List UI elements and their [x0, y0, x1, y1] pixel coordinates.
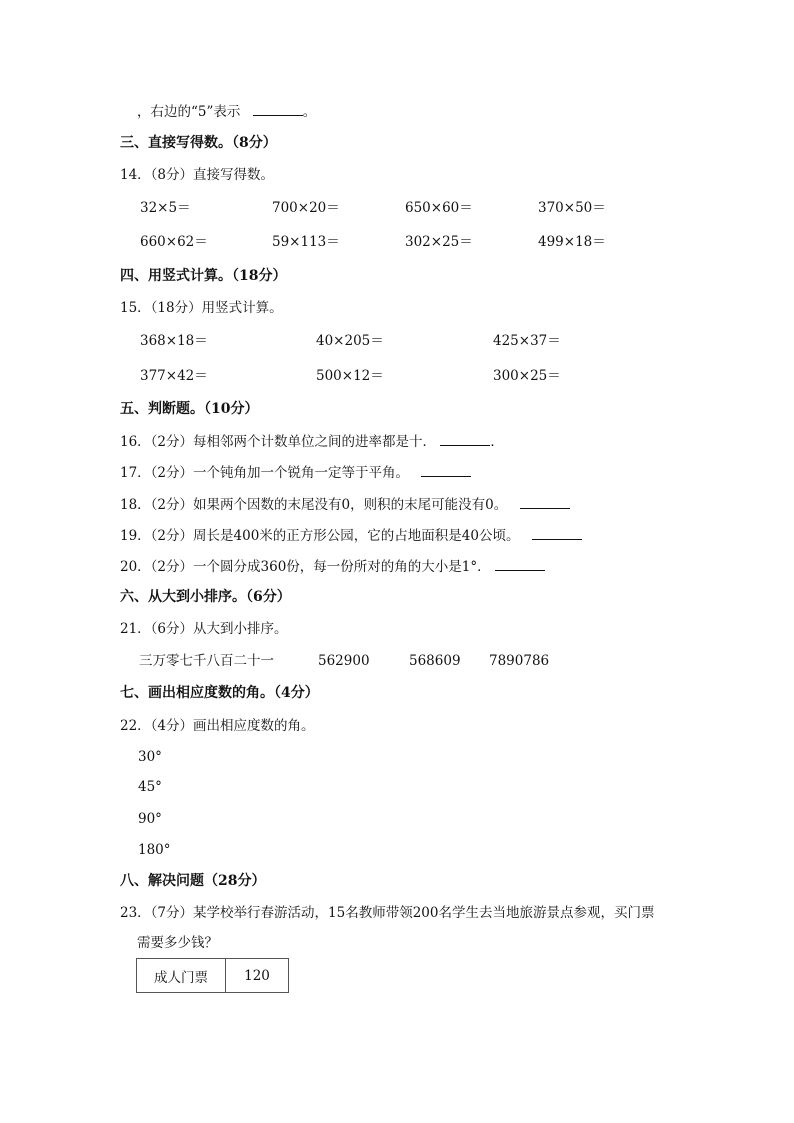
angle-label: 90° [138, 811, 162, 827]
question-20: 20．（2分）一个圆分成360份，每一份所对的角的大小是1°． [120, 556, 545, 577]
answer-blank[interactable] [253, 101, 303, 116]
q15-item: 500×12＝ [316, 368, 384, 384]
ticket-price-cell: 120 [226, 959, 289, 993]
question-17: 17．（2分）一个钝角加一个锐角一定等于平角。 [120, 462, 471, 483]
q21-item: 三万零七千八百二十一 [139, 653, 274, 669]
answer-blank[interactable] [440, 431, 490, 446]
q14-item: 32×5＝ [140, 200, 191, 216]
section-8-heading: 八、解决问题（28分） [120, 873, 266, 889]
answer-blank[interactable] [520, 494, 570, 509]
table-row [137, 959, 289, 993]
q15-item: 377×42＝ [140, 368, 208, 384]
q14-item: 302×25＝ [405, 234, 473, 250]
q14-item: 370×50＝ [538, 200, 606, 216]
angle-label: 30° [138, 749, 162, 765]
answer-blank[interactable] [421, 462, 471, 477]
q14-item: 660×62＝ [140, 234, 208, 250]
question-15: 15．（18分）用竖式计算。 [120, 300, 283, 316]
q14-item: 700×20＝ [272, 200, 340, 216]
question-18: 18．（2分）如果两个因数的末尾没有0，则积的末尾可能没有0。 [120, 494, 570, 515]
question-23-line2: 需要多少钱？ [137, 935, 218, 951]
q15-item: 300×25＝ [493, 368, 561, 384]
q21-item: 562900 [318, 653, 370, 669]
q15-item: 425×37＝ [493, 333, 561, 349]
q21-item: 568609 [409, 653, 461, 669]
q14-item: 650×60＝ [405, 200, 473, 216]
section-5-heading: 五、判断题。（10分） [120, 401, 259, 417]
ticket-label-cell: 成人门票 [137, 959, 226, 993]
section-4-heading: 四、用竖式计算。（18分） [120, 268, 287, 284]
section-3-heading: 三、直接写得数。（8分） [120, 135, 277, 151]
question-22: 22．（4分）画出相应度数的角。 [120, 718, 315, 734]
q13-tail: ，右边的“5”表示 。 [137, 101, 316, 122]
q15-item: 368×18＝ [140, 333, 208, 349]
q15-item: 40×205＝ [316, 333, 384, 349]
question-21: 21．（6分）从大到小排序。 [120, 621, 288, 637]
q21-item: 7890786 [489, 653, 550, 669]
question-16: 16．（2分）每相邻两个计数单位之间的进率都是十． ． [120, 431, 504, 452]
question-19: 19．（2分）周长是400米的正方形公园，它的占地面积是40公顷。 [120, 525, 582, 546]
answer-blank[interactable] [532, 525, 582, 540]
angle-label: 180° [138, 842, 171, 858]
angle-label: 45° [138, 779, 162, 795]
q14-item: 59×113＝ [272, 234, 340, 250]
ticket-price-table [136, 958, 289, 993]
question-14: 14．（8分）直接写得数。 [120, 167, 275, 183]
section-7-heading: 七、画出相应度数的角。（4分） [120, 685, 319, 701]
answer-blank[interactable] [495, 556, 545, 571]
q14-item: 499×18＝ [538, 234, 606, 250]
section-6-heading: 六、从大到小排序。（6分） [120, 589, 291, 605]
question-23-line1: 23．（7分）某学校举行春游活动，15名教师带领200名学生去当地旅游景点参观，买门票 [120, 905, 655, 921]
